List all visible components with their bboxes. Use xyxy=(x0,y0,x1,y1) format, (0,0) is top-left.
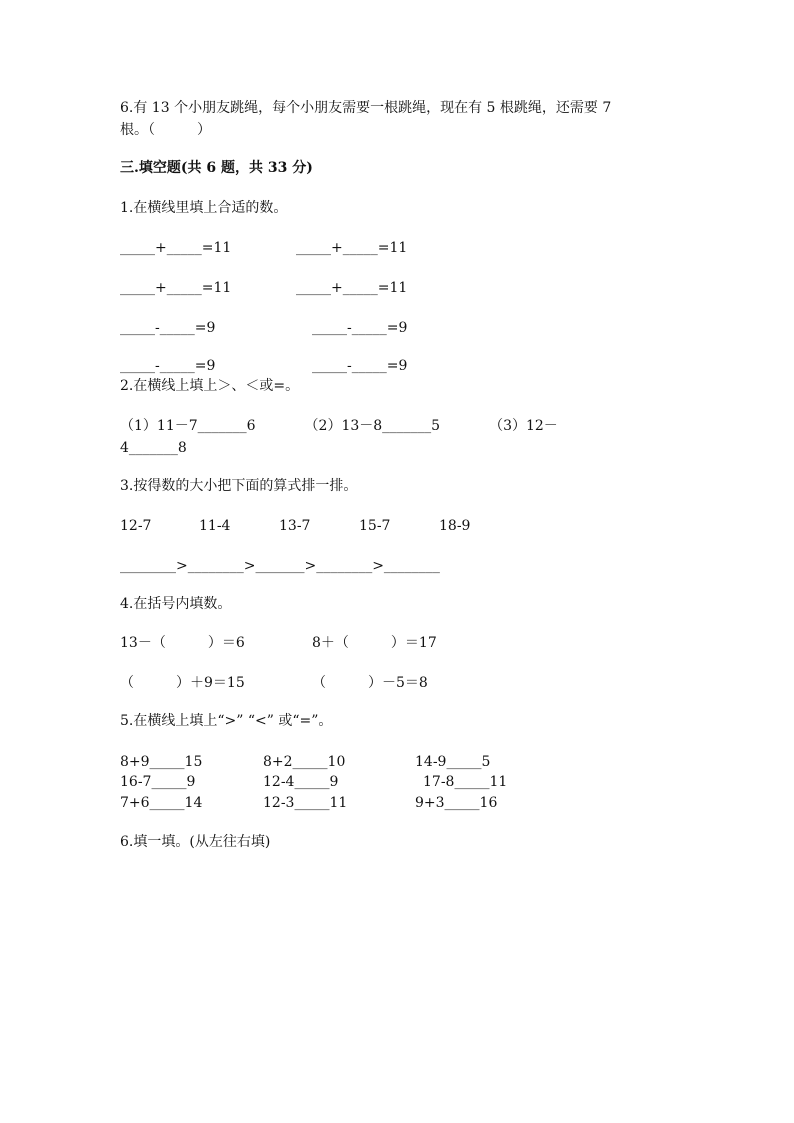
q5-r3-c3: 9+3_____16 xyxy=(415,795,498,811)
q4-row1-right: 8＋（ ）＝17 xyxy=(312,635,437,651)
q4-row2-right: （ ）－5＝8 xyxy=(312,675,428,691)
q3-prompt: 3.按得数的大小把下面的算式排一排。 xyxy=(120,478,358,494)
q6-prompt: 6.填一填。(从左往右填) xyxy=(120,834,271,850)
q1-row1-right: _____+_____=11 xyxy=(296,240,408,256)
q5-r2-c3: 17-8_____11 xyxy=(423,774,508,790)
q1-row1-left: _____+_____=11 xyxy=(120,240,232,256)
q1-row4-left: _____-_____=9 xyxy=(120,358,216,374)
q5-r3-c2: 12-3_____11 xyxy=(263,795,348,811)
q5-r1-c3: 14-9_____5 xyxy=(415,754,491,770)
q2-line2: 4_______8 xyxy=(120,440,187,456)
q1-row3-left: _____-_____=9 xyxy=(120,320,216,336)
q2-line1: （1）11－7_______6 （2）13－8_______5 （3）12－ xyxy=(120,418,558,434)
q5-prompt: 5.在横线上填上“>” “<” 或“=”。 xyxy=(120,713,333,729)
q1-row3-right: _____-_____=9 xyxy=(312,320,408,336)
q3-expr-3: 13-7 xyxy=(279,518,311,534)
q1-row4-right: _____-_____=9 xyxy=(312,358,408,374)
q5-r1-c2: 8+2_____10 xyxy=(263,754,346,770)
q3-expr-1: 12-7 xyxy=(120,518,152,534)
q5-r2-c1: 16-7_____9 xyxy=(120,774,196,790)
q5-r3-c1: 7+6_____14 xyxy=(120,795,203,811)
q4-row1-left: 13－（ ）＝6 xyxy=(120,635,245,651)
prev-question-6-line2: 根。（ ） xyxy=(120,122,211,138)
q3-answer-line: ________>________>_______>________>________ xyxy=(120,558,440,574)
q5-r1-c1: 8+9_____15 xyxy=(120,754,203,770)
q1-prompt: 1.在横线里填上合适的数。 xyxy=(120,200,288,216)
q2-prompt: 2.在横线上填上＞、＜或=。 xyxy=(120,378,300,394)
section-title: 三.填空题(共 6 题，共 33 分) xyxy=(120,160,313,176)
q3-expr-5: 18-9 xyxy=(439,518,471,534)
q1-row2-right: _____+_____=11 xyxy=(296,280,408,296)
q4-row2-left: （ ）＋9＝15 xyxy=(120,675,245,691)
q4-prompt: 4.在括号内填数。 xyxy=(120,596,232,612)
q3-expr-4: 15-7 xyxy=(359,518,391,534)
q5-r2-c2: 12-4_____9 xyxy=(263,774,339,790)
prev-question-6-line1: 6.有 13 个小朋友跳绳，每个小朋友需要一根跳绳，现在有 5 根跳绳，还需要 7 xyxy=(120,100,612,116)
q3-expr-2: 11-4 xyxy=(199,518,231,534)
q1-row2-left: _____+_____=11 xyxy=(120,280,232,296)
